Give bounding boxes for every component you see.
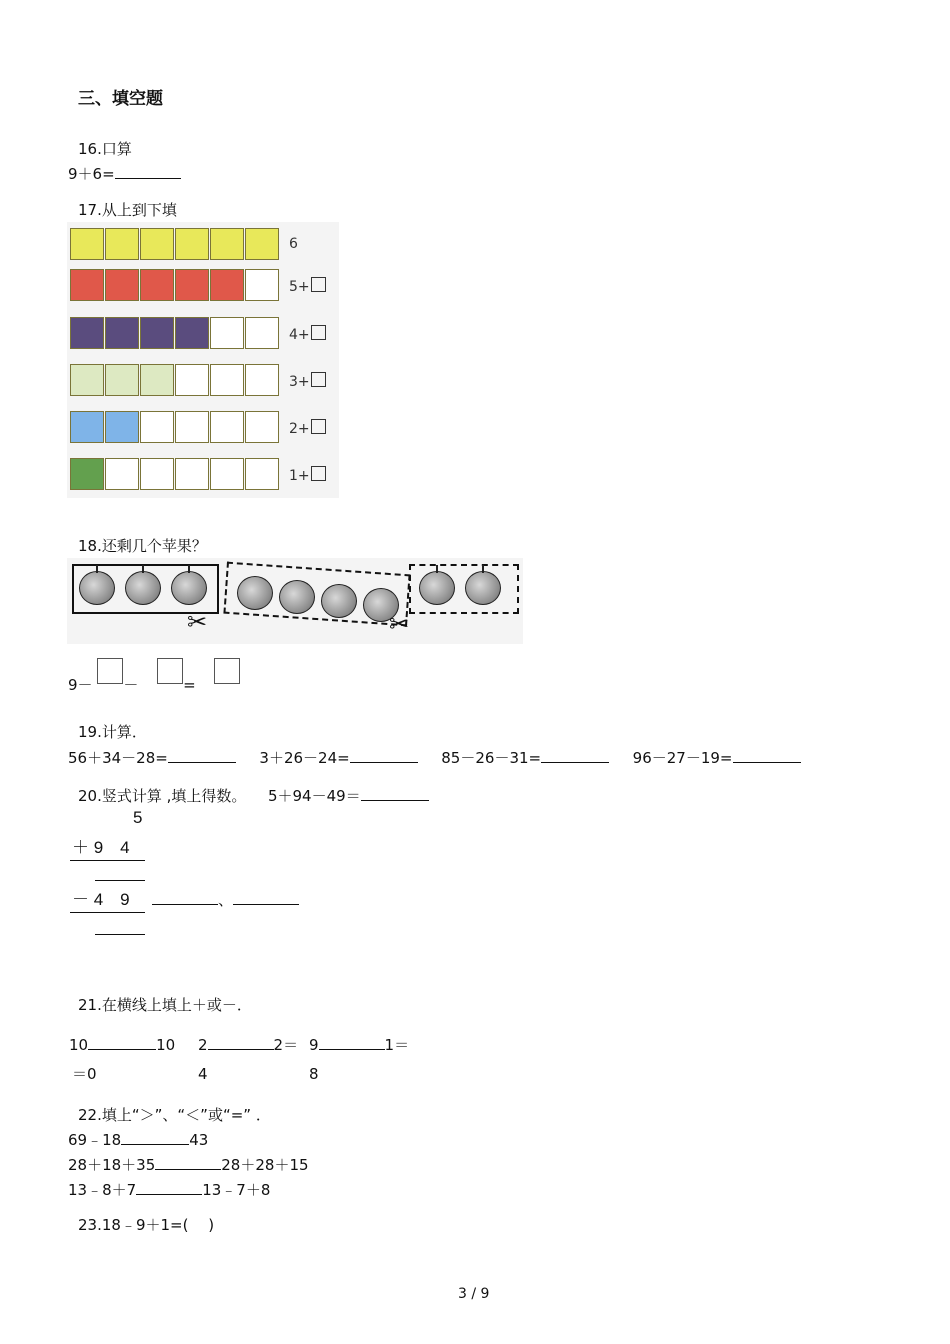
scissors-icon: ✂ <box>187 608 208 636</box>
block-row <box>70 317 280 351</box>
block-row-label: 6 <box>289 236 298 252</box>
answer-blank[interactable] <box>208 1035 274 1050</box>
question-21-label: 21.在横线上填上＋或－． <box>78 996 252 1014</box>
question-20-expr: 5＋94－49＝ <box>267 787 361 805</box>
answer-blank[interactable] <box>361 786 429 801</box>
equals-sign: = <box>183 676 196 694</box>
expr-start: 9－ <box>68 676 93 694</box>
apple-icon <box>171 571 207 605</box>
answer-square[interactable] <box>311 372 326 387</box>
question-23-label: 23.18﹣9＋1=( ) <box>78 1216 215 1234</box>
filled-cell <box>175 317 209 349</box>
empty-cell <box>245 411 279 443</box>
empty-cell <box>175 411 209 443</box>
empty-cell <box>210 317 244 349</box>
filled-cell <box>140 269 174 301</box>
answer-blank[interactable] <box>541 748 609 763</box>
filled-cell <box>210 269 244 301</box>
answer-blank[interactable] <box>233 890 299 905</box>
empty-cell <box>245 364 279 396</box>
filled-cell <box>70 317 104 349</box>
filled-cell <box>70 228 104 260</box>
calc-item: 85－26－31= <box>441 749 542 767</box>
empty-cell <box>210 411 244 443</box>
answer-blank[interactable] <box>121 1130 189 1145</box>
fill-item-2: 2 2＝ <box>198 1036 299 1054</box>
block-row-label: 1+ <box>289 466 326 484</box>
fill-item-3-result: 8 <box>309 1065 319 1083</box>
answer-square[interactable] <box>311 277 326 292</box>
filled-cell <box>175 228 209 260</box>
question-19-label: 19.计算． <box>78 723 147 741</box>
apple-icon <box>419 571 455 605</box>
scissors-icon: ✂ <box>389 610 410 638</box>
question-22-label: 22.填上“＞”、“＜”或“=” ． <box>78 1106 271 1124</box>
apple-icon <box>279 580 315 614</box>
block-row <box>70 458 280 492</box>
filled-cell <box>105 269 139 301</box>
filled-cell <box>105 317 139 349</box>
vertical-answers <box>152 890 299 909</box>
separator: 、 <box>218 891 234 909</box>
page-number: 3 / 9 <box>458 1286 490 1302</box>
answer-square[interactable] <box>311 419 326 434</box>
block-row <box>70 411 280 445</box>
calc-item: 96－27－19= <box>632 749 733 767</box>
apple-icon <box>125 571 161 605</box>
vertical-add-line: ＋ 9 4 <box>72 838 130 857</box>
filled-cell <box>140 364 174 396</box>
answer-blank[interactable] <box>88 1035 156 1050</box>
answer-blank[interactable] <box>115 164 181 179</box>
fill-item-3: 9 1＝ <box>309 1036 410 1054</box>
answer-box[interactable] <box>157 658 183 684</box>
question-16-expr-text: 9＋6= <box>68 165 115 183</box>
question-20-title: 20.竖式计算 ,填上得数。 <box>78 787 247 805</box>
block-figure <box>67 222 339 498</box>
compare-row: 69﹣18 43 <box>68 1131 209 1149</box>
filled-cell <box>70 411 104 443</box>
empty-cell <box>245 269 279 301</box>
filled-cell <box>70 458 104 490</box>
filled-cell <box>105 228 139 260</box>
block-row-label: 3+ <box>289 372 326 390</box>
empty-cell <box>210 458 244 490</box>
apple-icon <box>237 576 273 610</box>
empty-cell <box>210 364 244 396</box>
empty-cell <box>245 317 279 349</box>
calc-item: 56＋34－28= <box>68 749 168 767</box>
apple-figure <box>67 558 523 644</box>
apple-icon <box>465 571 501 605</box>
answer-blank[interactable] <box>152 890 218 905</box>
empty-cell <box>245 458 279 490</box>
answer-blank[interactable] <box>155 1155 221 1170</box>
block-row <box>70 228 280 262</box>
empty-cell <box>140 458 174 490</box>
filled-cell <box>245 228 279 260</box>
block-row-label: 4+ <box>289 325 326 343</box>
vertical-top-digit: 5 <box>133 808 143 827</box>
answer-blank[interactable] <box>350 748 418 763</box>
answer-box[interactable] <box>97 658 123 684</box>
filled-cell <box>105 411 139 443</box>
empty-cell <box>105 458 139 490</box>
question-19-items <box>68 748 801 767</box>
question-16-expression <box>68 164 181 183</box>
filled-cell <box>105 364 139 396</box>
filled-cell <box>70 269 104 301</box>
compare-row: 13﹣8＋7 13﹣7＋8 <box>68 1181 271 1199</box>
block-row <box>70 269 280 303</box>
minus-sign: － <box>123 676 139 694</box>
empty-cell <box>140 411 174 443</box>
question-18-label: 18.还剩几个苹果？ <box>78 537 207 555</box>
answer-blank[interactable] <box>319 1035 385 1050</box>
question-18-expression <box>68 658 240 694</box>
answer-blank[interactable] <box>136 1180 202 1195</box>
compare-row: 28＋18＋35 28＋28＋15 <box>68 1156 309 1174</box>
block-row-label: 5+ <box>289 277 326 295</box>
answer-square[interactable] <box>311 466 326 481</box>
apple-icon <box>79 571 115 605</box>
filled-cell <box>140 317 174 349</box>
empty-cell <box>175 458 209 490</box>
question-20-label <box>78 786 429 805</box>
question-17-label: 17.从上到下填 <box>78 201 177 219</box>
question-16-label: 16.口算 <box>78 140 132 158</box>
vertical-sub-line: － 4 9 <box>72 890 130 909</box>
block-row-label: 2+ <box>289 419 326 437</box>
filled-cell <box>175 269 209 301</box>
fill-item-1: 10 10 <box>69 1036 176 1054</box>
answer-box[interactable] <box>214 658 240 684</box>
fill-item-1-result: ＝0 <box>72 1065 97 1083</box>
block-row <box>70 364 280 398</box>
section-title: 三、填空题 <box>78 89 163 109</box>
empty-cell <box>175 364 209 396</box>
fill-item-2-result: 4 <box>198 1065 208 1083</box>
calc-item: 3＋26－24= <box>259 749 350 767</box>
answer-square[interactable] <box>311 325 326 340</box>
answer-blank[interactable] <box>168 748 236 763</box>
filled-cell <box>70 364 104 396</box>
filled-cell <box>210 228 244 260</box>
filled-cell <box>140 228 174 260</box>
answer-blank[interactable] <box>733 748 801 763</box>
apple-icon <box>321 584 357 618</box>
